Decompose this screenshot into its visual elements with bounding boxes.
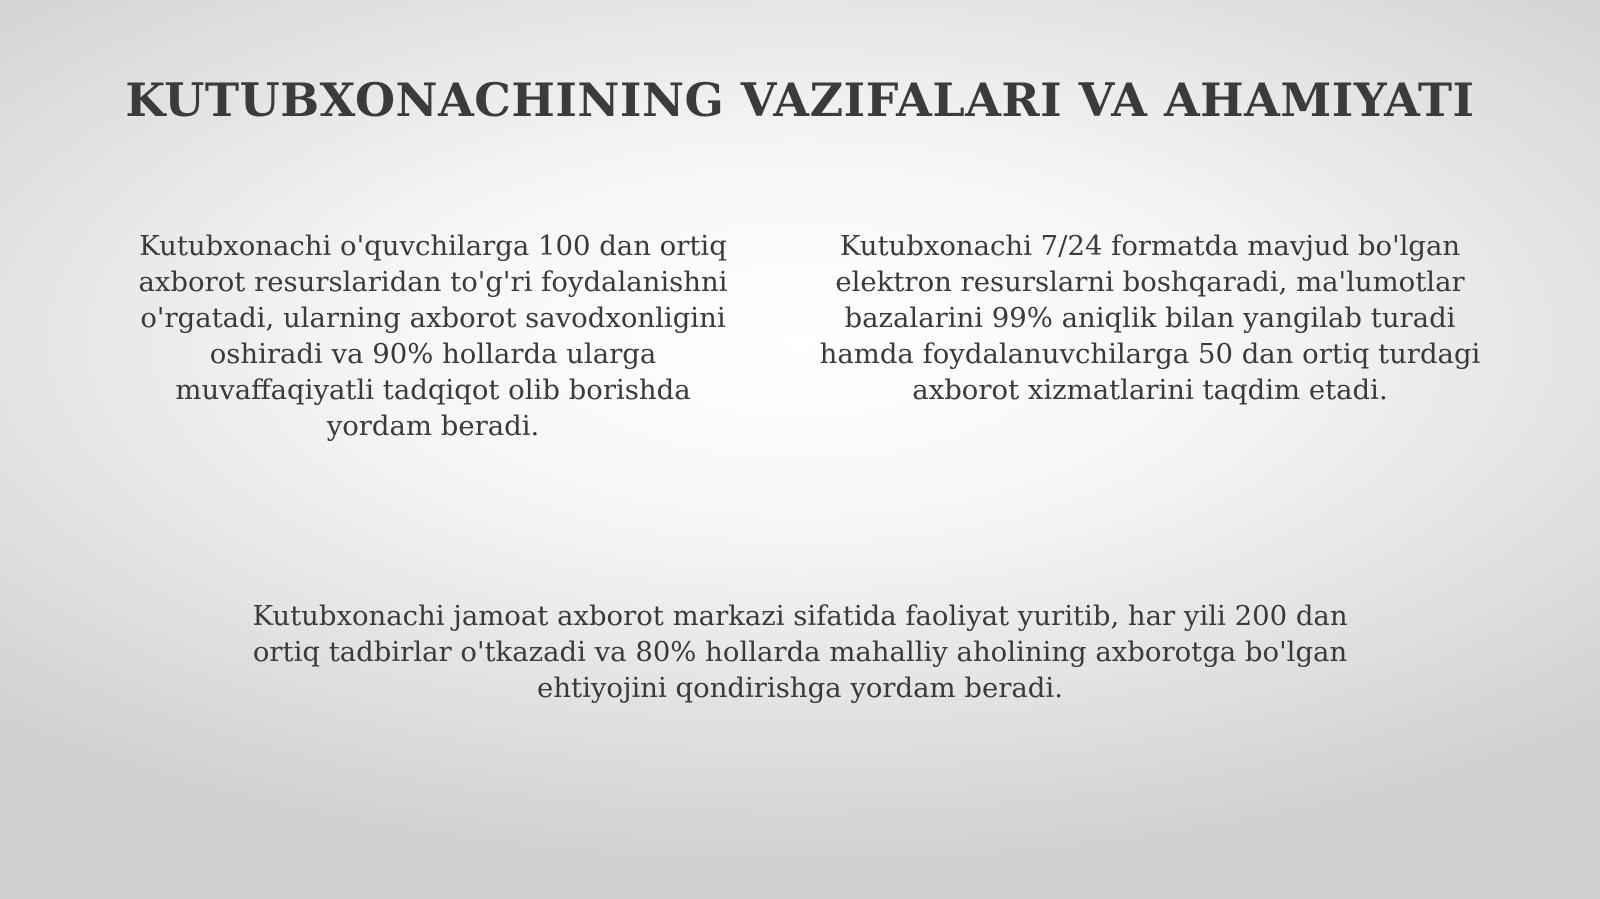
text-block-left: Kutubxonachi o'quvchilarga 100 dan ortiq axborot resurslaridan to'g'ri foydalanishni o'rgatadi, ularning axborot savodxonligini oshiradi va 90% hollarda ularga muvaffaqiyatli tadqiqot olib borishda yordam beradi. — [138, 230, 728, 442]
slide-title: KUTUBXONACHINING VAZIFALARI VA AHAMIYATI — [125, 73, 1475, 127]
text-block-bottom: Kutubxonachi jamoat axborot markazi sifatida faoliyat yuritib, har yili 200 dan ortiq tadbirlar o'tkazadi va 80% hollarda mahalliy aholining axborotga bo'lgan ehtiyojini qondirishga yordam beradi. — [252, 600, 1348, 704]
text-block-right: Kutubxonachi 7/24 formatda mavjud bo'lgan elektron resurslarni boshqaradi, ma'lumotlar bazalarini 99% aniqlik bilan yangilab turadi hamda foydalanuvchilarga 50 dan ortiq turdagi axborot xizmatlarini taqdim etadi. — [819, 230, 1481, 406]
